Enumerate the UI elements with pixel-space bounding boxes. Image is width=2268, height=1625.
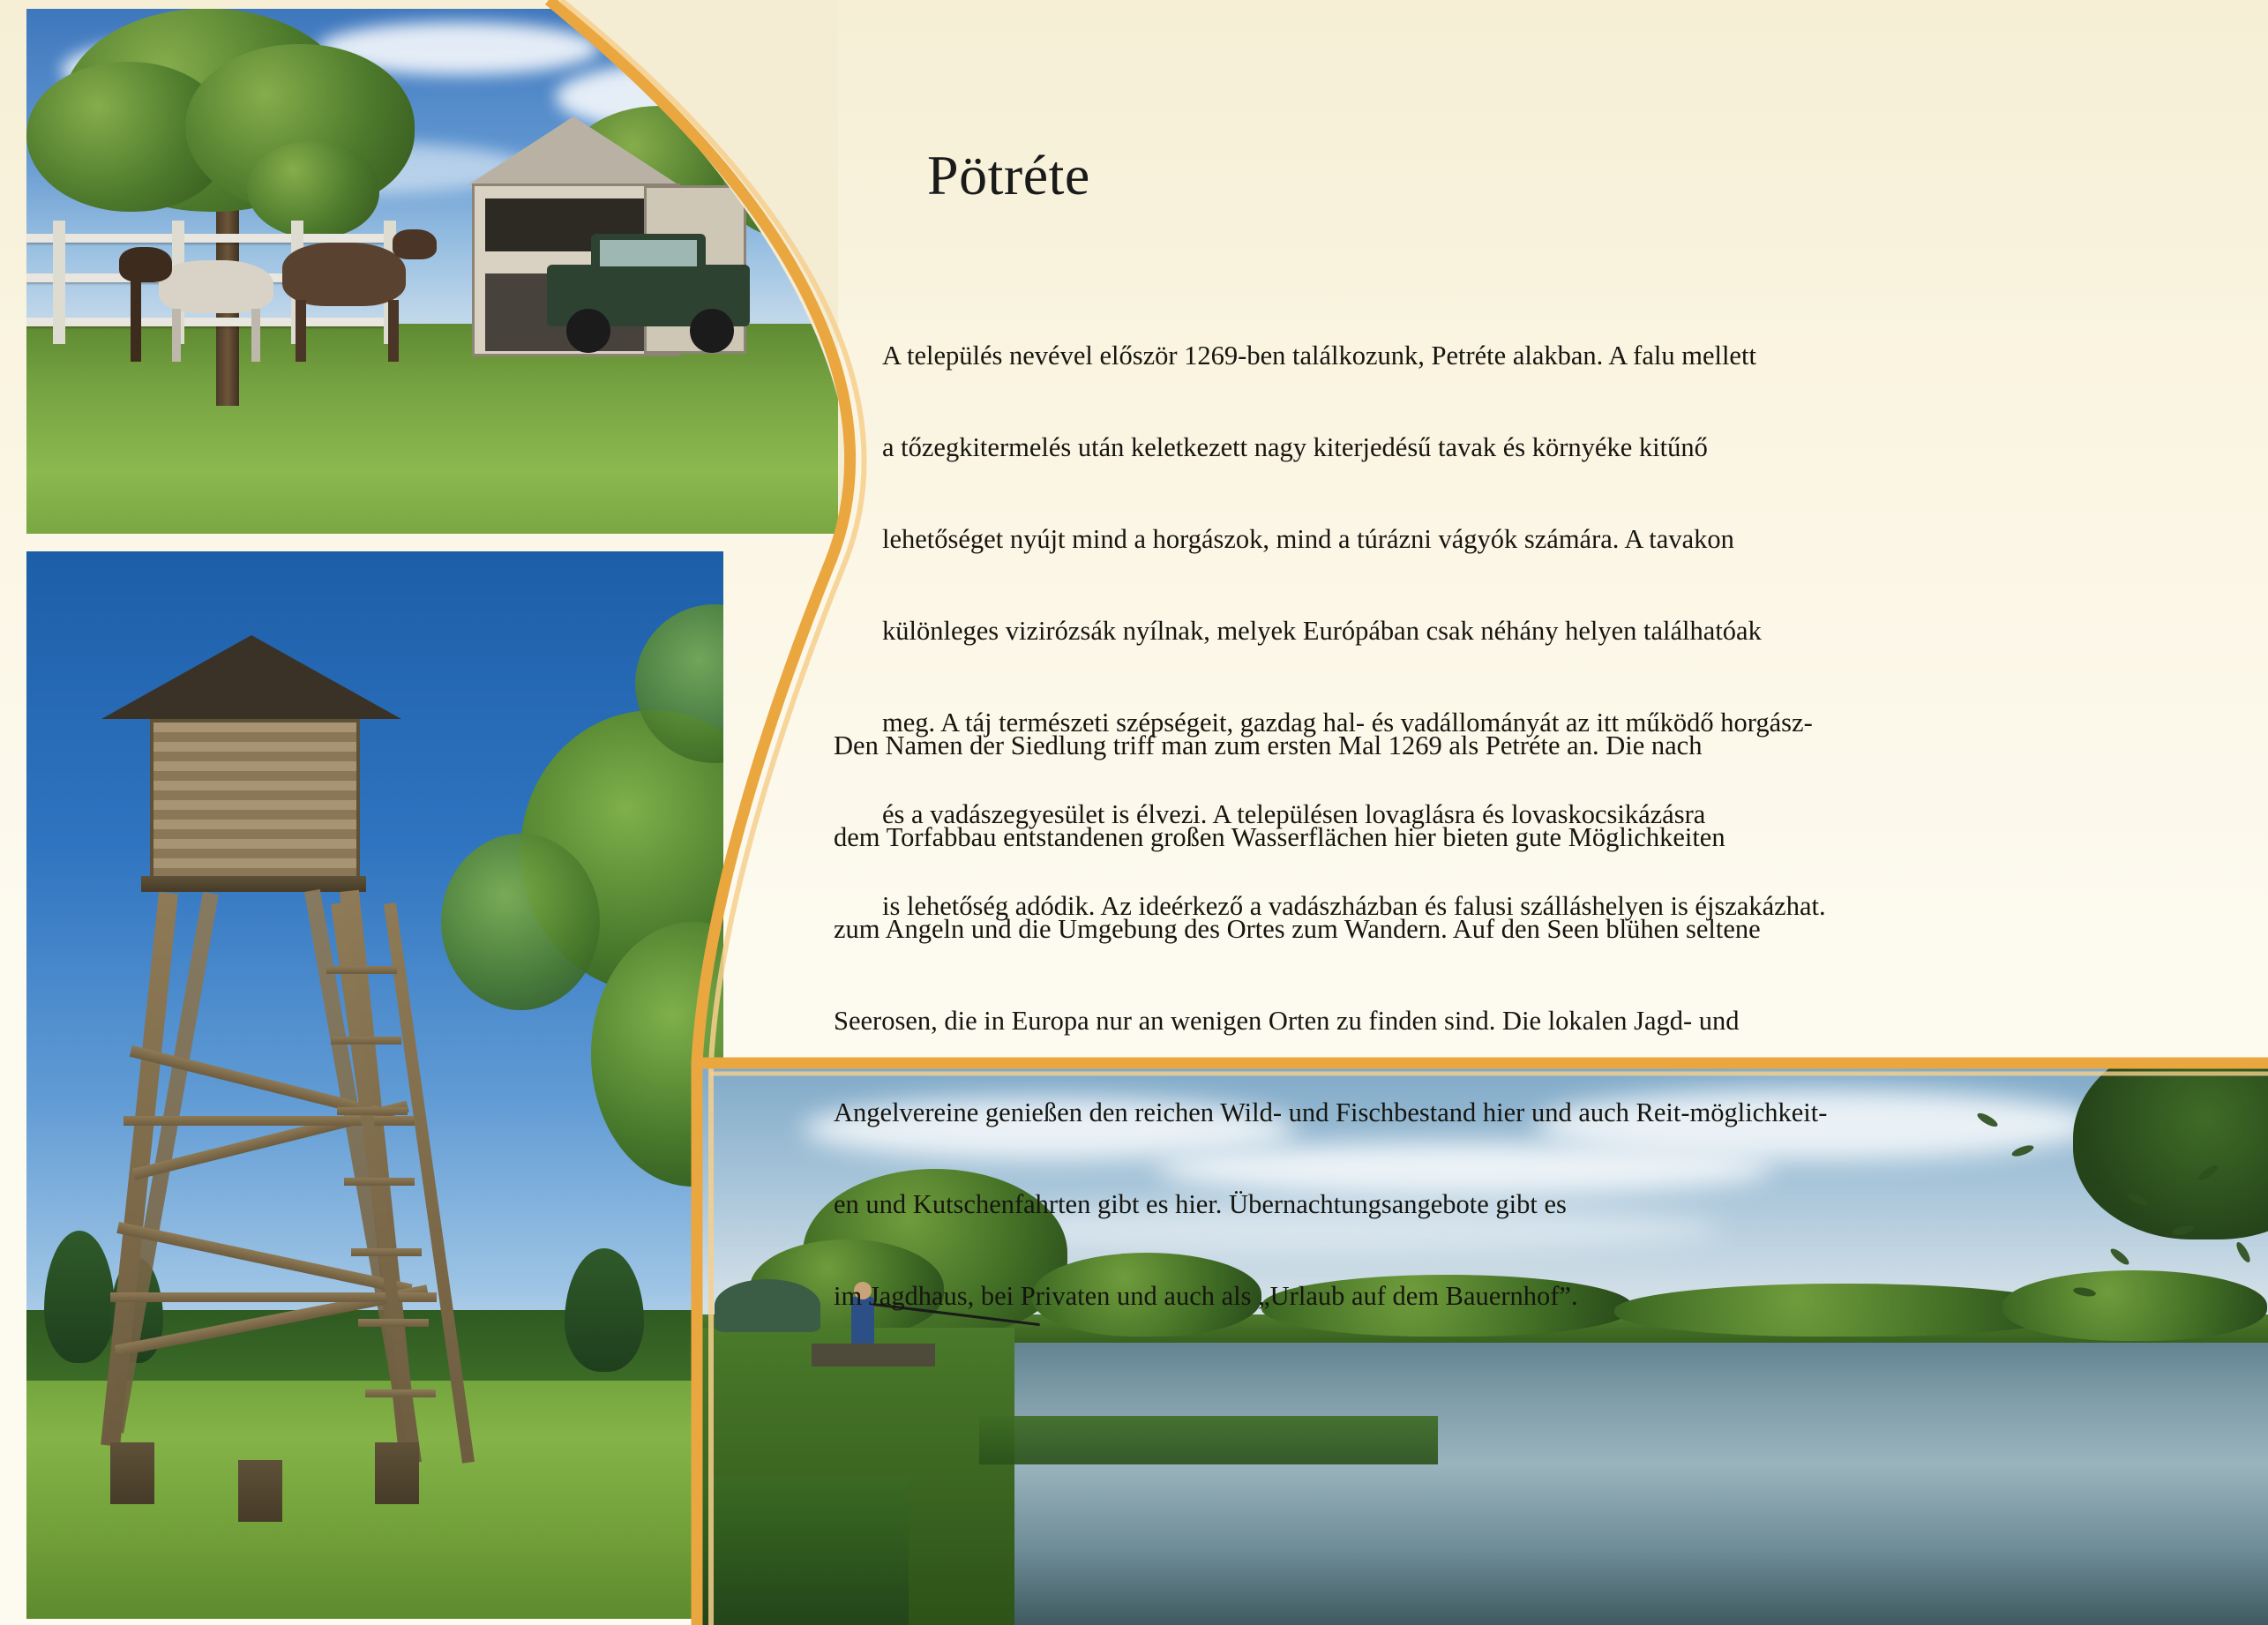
tower-cabin	[150, 719, 360, 885]
paragraph-line: a tőzegkitermelés után keletkezett nagy kiterjedésű tavak és környéke kitűnő	[882, 432, 1708, 462]
barn-roof	[468, 116, 679, 185]
horse-leg	[131, 278, 141, 362]
paragraph-line: lehetőséget nyújt mind a horgászok, mind a túrázni vágyók számára. A tavakon	[882, 524, 1734, 554]
fence-post	[53, 221, 65, 344]
paragraph-line: Seerosen, die in Europa nur an wenigen Orten zu finden sind. Die lokalen Jagd- und	[834, 1006, 1740, 1036]
horse	[159, 260, 273, 313]
ladder-rung	[331, 1037, 401, 1045]
paragraph-line: különleges vizirózsák nyílnak, melyek Európában csak néhány helyen találhatóak	[882, 616, 1762, 646]
fishing-umbrella	[715, 1279, 820, 1332]
paragraph-line: en und Kutschenfahrten gibt es hier. Übernachtungsangebote gibt es	[834, 1189, 1567, 1219]
ladder-rung	[351, 1248, 422, 1256]
jeep-windshield	[600, 240, 697, 266]
page-title: Pötréte	[927, 144, 1090, 206]
jeep-wheel	[690, 309, 734, 353]
paragraph-line: Angelvereine genießen den reichen Wild- und Fischbestand hier und auch Reit-möglichkeit-	[834, 1097, 1828, 1127]
ladder-rung	[358, 1319, 429, 1327]
paragraph-line: és a vadászegyesület is élvezi. A településen lovaglásra és lovaskocsikázásra	[882, 799, 1706, 829]
horse-head	[119, 247, 172, 282]
fence-rail	[26, 318, 397, 326]
horse	[282, 243, 406, 306]
ladder-rung	[344, 1178, 415, 1186]
ladder-rung	[365, 1389, 436, 1397]
photo-farmyard	[26, 9, 838, 534]
paragraph-line: A település nevével először 1269-ben találkozunk, Petréte alakban. A falu mellett	[882, 341, 1756, 371]
fence-rail	[26, 234, 397, 243]
ladder-rung	[326, 966, 397, 974]
jeep-wheel	[566, 309, 610, 353]
tree-canopy	[441, 834, 600, 1010]
tower-footing	[110, 1442, 154, 1504]
paragraph-line: im Jagdhaus, bei Privaten und auch als „Urlaub auf dem Bauernhof”.	[834, 1281, 1578, 1311]
horse-head	[393, 229, 437, 259]
tower-footing	[238, 1460, 282, 1522]
horse-leg	[388, 300, 399, 362]
paragraph-german	[834, 677, 2210, 1365]
horse-leg	[251, 309, 260, 362]
horse-leg	[296, 300, 306, 362]
paragraph-line: dem Torfabbau entstandenen großen Wasserflächen hier bieten gute Möglichkeiten	[834, 822, 1725, 852]
paragraph-line: meg. A táj természeti szépségeit, gazdag hal- és vadállományát az itt működő horgász-	[882, 708, 1813, 738]
tower-footing	[375, 1442, 419, 1504]
farm-grass	[26, 324, 838, 534]
paragraph-line: zum Angeln und die Umgebung des Ortes zum Wandern. Auf den Seen blühen seltene	[834, 914, 1761, 944]
tower-roof	[101, 635, 401, 719]
horse-leg	[172, 309, 181, 362]
paragraph-line: is lehetőség adódik. Az ideérkező a vadászházban és falusi szálláshelyen is éjszakázhat.	[882, 891, 1826, 921]
tower-platform	[141, 876, 366, 892]
photo-hunting-tower	[26, 551, 723, 1619]
ladder-rung	[337, 1107, 408, 1115]
tree-canopy	[247, 141, 379, 238]
reed-bed	[979, 1416, 1438, 1464]
reed-bed	[697, 1478, 909, 1625]
paragraph-line: Den Namen der Siedlung triff man zum ersten Mal 1269 als Petréte an. Die nach	[834, 730, 1703, 760]
